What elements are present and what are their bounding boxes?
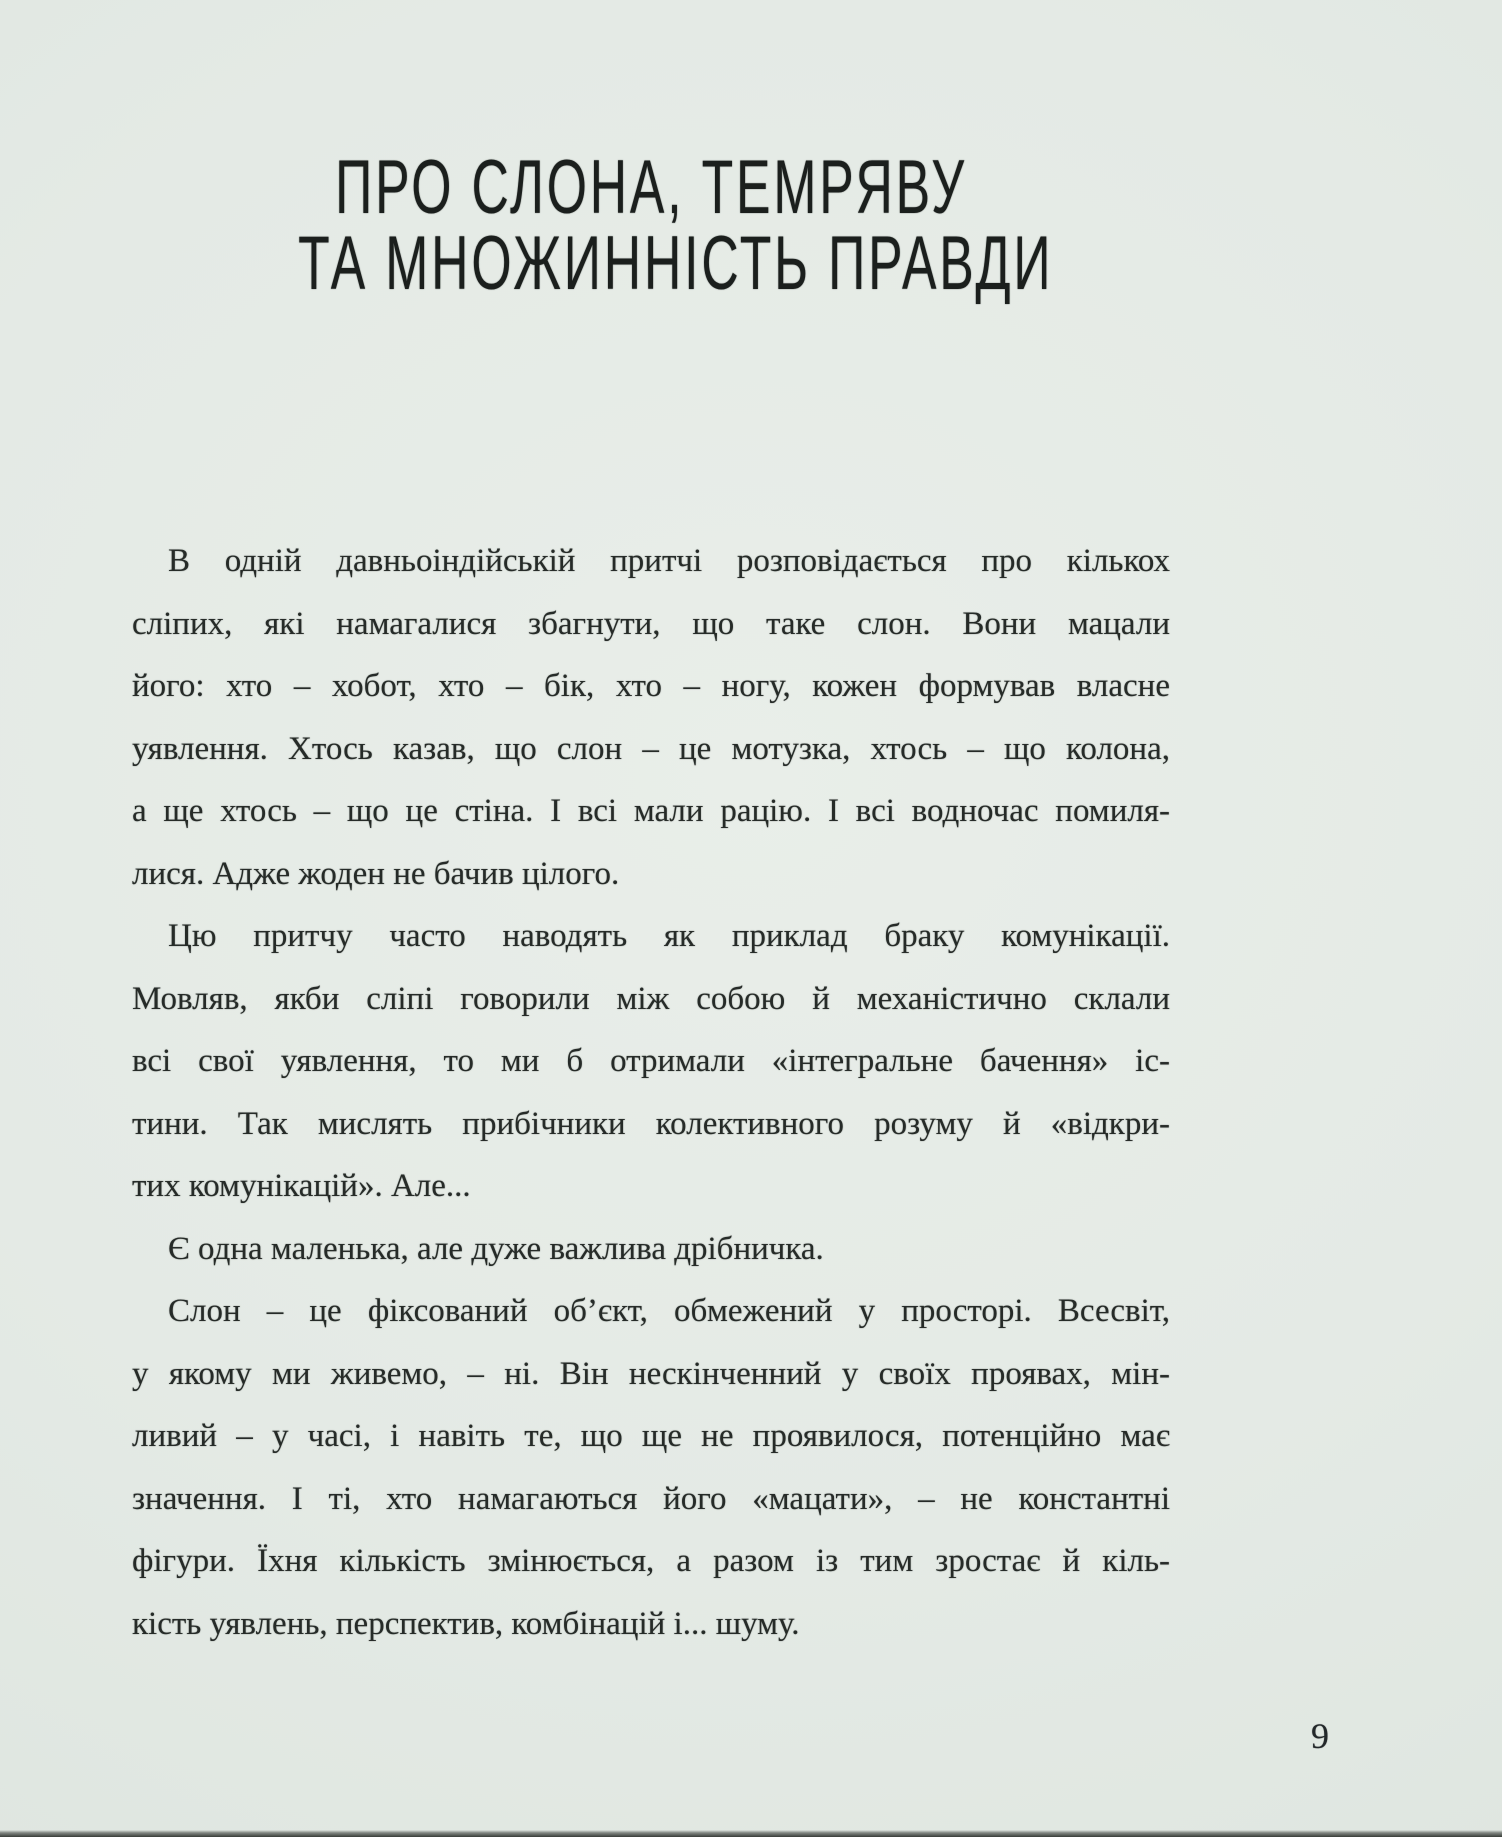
text-line: Є одна маленька, але дуже важлива дрібничка. [168, 1230, 824, 1267]
text-line: а ще хтось – що це стіна. І всі мали рацію. І всі водночас помиля- [132, 793, 1170, 829]
chapter-title [132, 145, 1170, 306]
page-number: 9 [1311, 1716, 1329, 1756]
text-line: кість уявлень, перспектив, комбінацій і... шуму. [132, 1605, 800, 1642]
text-line: у якому ми живемо, – ні. Він нескінченний у своїх проявах, мін- [132, 1355, 1170, 1392]
body-text [132, 530, 1170, 1655]
text-line: лися. Адже жоден не бачив цілого. [132, 855, 620, 892]
text-line: Цю притчу часто наводять як приклад браку комунікації. [168, 918, 1170, 954]
text-line: фігури. Їхня кількість змінюється, а разом із тим зростає й кіль- [132, 1543, 1170, 1579]
text-line: тих комунікацій». Але... [132, 1168, 471, 1204]
text-line: Слон – це фіксований об’єкт, обмежений у просторі. Всесвіт, [168, 1293, 1170, 1329]
text-line: уявлення. Хтось казав, що слон – це мотузка, хтось – що колона, [132, 730, 1170, 767]
chapter-title-line-2: ТА МНОЖИННІСТЬ ПРАВДИ [298, 221, 1054, 306]
chapter-title-line-1: ПРО СЛОНА, ТЕМРЯВУ [335, 145, 967, 230]
text-line: тини. Так мислять прибічники колективного розуму й «відкри- [132, 1105, 1170, 1142]
text-line: ливий – у часі, і навіть те, що ще не проявилося, потенційно має [132, 1418, 1170, 1454]
text-line: значення. І ті, хто намагаються його «мацати», – не константні [132, 1480, 1170, 1517]
text-line: сліпих, які намагалися збагнути, що таке слон. Вони мацали [132, 605, 1170, 642]
text-line: його: хто – хобот, хто – бік, хто – ногу, кожен формував власне [132, 668, 1170, 704]
photo-bottom-edge [0, 1830, 1502, 1837]
text-line: В одній давньоіндійській притчі розповідається про кількох [168, 543, 1170, 579]
text-line: всі свої уявлення, то ми б отримали «інтегральне бачення» іс- [132, 1043, 1170, 1079]
text-line: Мовляв, якби сліпі говорили між собою й механістично склали [132, 980, 1170, 1017]
